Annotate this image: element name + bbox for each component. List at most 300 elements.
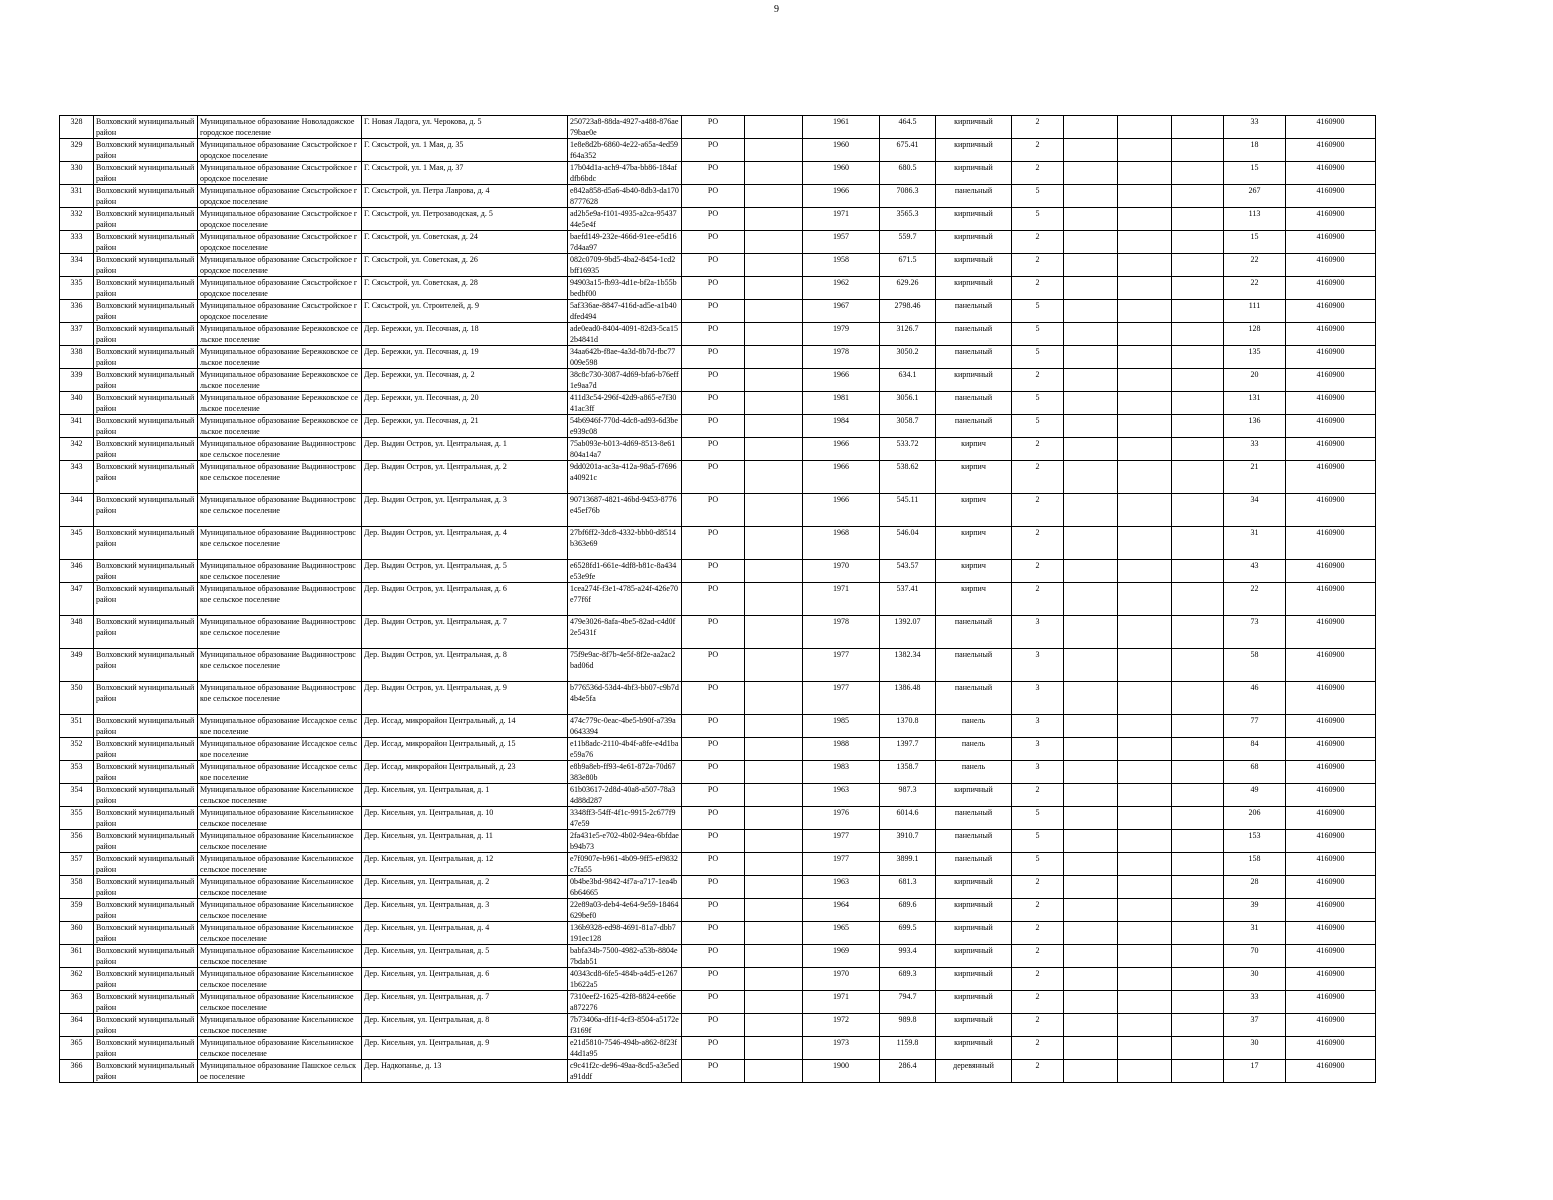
table-row — [60, 346, 1376, 369]
address-cell: Дер. Выдин Остров, ул. Центральная, д. 6 — [362, 583, 568, 616]
floors-cell: 2 — [1012, 461, 1064, 494]
units-cell: 30 — [1224, 1037, 1286, 1060]
table-row — [60, 185, 1376, 208]
housing-register-table — [59, 115, 1376, 1083]
ro-cell: РО — [682, 682, 745, 715]
floors-cell: 3 — [1012, 761, 1064, 784]
cost-cell: 4160900 — [1286, 185, 1376, 208]
municipality-cell: Муниципальное образование Кисельнинское сельское поселение — [198, 1037, 362, 1060]
material-cell: панельный — [936, 415, 1012, 438]
table-row — [60, 300, 1376, 323]
address-cell: Г. Сясьстрой, ул. 1 Мая, д. 37 — [362, 162, 568, 185]
guid-cell: 27bf6ff2-3dc8-4332-bbb0-d8514b363e69 — [568, 527, 682, 560]
year-cell: 1966 — [803, 369, 880, 392]
floors-cell: 2 — [1012, 991, 1064, 1014]
empty-cell — [1118, 415, 1172, 438]
year-cell: 1900 — [803, 1060, 880, 1083]
empty-cell — [1064, 968, 1118, 991]
empty-cell — [1172, 1014, 1224, 1037]
floors-cell: 5 — [1012, 323, 1064, 346]
area-cell: 987.3 — [880, 784, 936, 807]
empty-cell — [1118, 162, 1172, 185]
ro-cell: РО — [682, 583, 745, 616]
area-cell: 671.5 — [880, 254, 936, 277]
address-cell: Дер. Кисельня, ул. Центральная, д. 7 — [362, 991, 568, 1014]
address-cell: Дер. Бережки, ул. Песочная, д. 18 — [362, 323, 568, 346]
ro-cell: РО — [682, 494, 745, 527]
empty-cell — [1172, 438, 1224, 461]
units-cell: 46 — [1224, 682, 1286, 715]
units-cell: 131 — [1224, 392, 1286, 415]
empty-cell — [745, 945, 803, 968]
material-cell: панель — [936, 738, 1012, 761]
material-cell: панельный — [936, 323, 1012, 346]
empty-cell — [1118, 583, 1172, 616]
units-cell: 31 — [1224, 527, 1286, 560]
empty-cell — [1118, 1037, 1172, 1060]
municipality-cell: Муниципальное образование Новоладожское городское поселение — [198, 116, 362, 139]
floors-cell: 5 — [1012, 208, 1064, 231]
units-cell: 267 — [1224, 185, 1286, 208]
units-cell: 15 — [1224, 231, 1286, 254]
year-cell: 1966 — [803, 438, 880, 461]
address-cell: Дер. Кисельня, ул. Центральная, д. 8 — [362, 1014, 568, 1037]
cost-cell: 4160900 — [1286, 162, 1376, 185]
units-cell: 68 — [1224, 761, 1286, 784]
ro-cell: РО — [682, 208, 745, 231]
district-cell: Волховский муниципальный район — [94, 162, 198, 185]
material-cell: панельный — [936, 830, 1012, 853]
empty-cell — [745, 738, 803, 761]
address-cell: Дер. Выдин Остров, ул. Центральная, д. 5 — [362, 560, 568, 583]
material-cell: панельный — [936, 346, 1012, 369]
material-cell: деревянный — [936, 1060, 1012, 1083]
floors-cell: 5 — [1012, 415, 1064, 438]
ro-cell: РО — [682, 323, 745, 346]
guid-cell: ade0ead0-8404-4091-82d3-5ca152b4841d — [568, 323, 682, 346]
address-cell: Дер. Кисельня, ул. Центральная, д. 12 — [362, 853, 568, 876]
ro-cell: РО — [682, 616, 745, 649]
empty-cell — [1064, 185, 1118, 208]
ro-cell: РО — [682, 784, 745, 807]
ro-cell: РО — [682, 527, 745, 560]
table-row — [60, 461, 1376, 494]
material-cell: панельный — [936, 300, 1012, 323]
district-cell: Волховский муниципальный район — [94, 208, 198, 231]
municipality-cell: Муниципальное образование Бережковское сельское поселение — [198, 369, 362, 392]
table-row — [60, 583, 1376, 616]
address-cell: Г. Сясьстрой, ул. Петра Лаврова, д. 4 — [362, 185, 568, 208]
guid-cell: 75ab093e-b013-4d69-8513-8e61804a14a7 — [568, 438, 682, 461]
address-cell: Дер. Выдин Остров, ул. Центральная, д. 3 — [362, 494, 568, 527]
area-cell: 1392.07 — [880, 616, 936, 649]
empty-cell — [745, 968, 803, 991]
empty-cell — [1172, 899, 1224, 922]
material-cell: панельный — [936, 392, 1012, 415]
empty-cell — [1118, 715, 1172, 738]
area-cell: 3126.7 — [880, 323, 936, 346]
ro-cell: РО — [682, 162, 745, 185]
material-cell: кирпичный — [936, 208, 1012, 231]
district-cell: Волховский муниципальный район — [94, 185, 198, 208]
empty-cell — [1118, 277, 1172, 300]
material-cell: кирпичный — [936, 899, 1012, 922]
table-row — [60, 1060, 1376, 1083]
cost-cell: 4160900 — [1286, 300, 1376, 323]
row-number: 338 — [60, 346, 94, 369]
year-cell: 1970 — [803, 560, 880, 583]
empty-cell — [745, 369, 803, 392]
row-number: 346 — [60, 560, 94, 583]
material-cell: панельный — [936, 616, 1012, 649]
area-cell: 1370.8 — [880, 715, 936, 738]
guid-cell: e11b8adc-2110-4b4f-a8fe-e4d1bae59a76 — [568, 738, 682, 761]
material-cell: кирпичный — [936, 116, 1012, 139]
municipality-cell: Муниципальное образование Бережковское сельское поселение — [198, 392, 362, 415]
empty-cell — [1172, 761, 1224, 784]
units-cell: 31 — [1224, 922, 1286, 945]
empty-cell — [1064, 346, 1118, 369]
empty-cell — [1118, 738, 1172, 761]
area-cell: 559.7 — [880, 231, 936, 254]
cost-cell: 4160900 — [1286, 682, 1376, 715]
units-cell: 77 — [1224, 715, 1286, 738]
units-cell: 43 — [1224, 560, 1286, 583]
empty-cell — [1172, 415, 1224, 438]
units-cell: 21 — [1224, 461, 1286, 494]
address-cell: Г. Сясьстрой, ул. Советская, д. 24 — [362, 231, 568, 254]
table-row — [60, 162, 1376, 185]
cost-cell: 4160900 — [1286, 116, 1376, 139]
district-cell: Волховский муниципальный район — [94, 715, 198, 738]
units-cell: 58 — [1224, 649, 1286, 682]
table-row — [60, 807, 1376, 830]
municipality-cell: Муниципальное образование Сясьстройское городское поселение — [198, 300, 362, 323]
municipality-cell: Муниципальное образование Кисельнинское сельское поселение — [198, 1014, 362, 1037]
floors-cell: 5 — [1012, 830, 1064, 853]
floors-cell: 2 — [1012, 968, 1064, 991]
table-row — [60, 682, 1376, 715]
row-number: 335 — [60, 277, 94, 300]
empty-cell — [1172, 616, 1224, 649]
empty-cell — [1172, 991, 1224, 1014]
guid-cell: 9dd0201a-ac3a-412a-98a5-f7696a40921c — [568, 461, 682, 494]
floors-cell: 2 — [1012, 369, 1064, 392]
district-cell: Волховский муниципальный район — [94, 738, 198, 761]
municipality-cell: Муниципальное образование Иссадское сельское поселение — [198, 715, 362, 738]
empty-cell — [1172, 1060, 1224, 1083]
row-number: 333 — [60, 231, 94, 254]
address-cell: Дер. Кисельня, ул. Центральная, д. 6 — [362, 968, 568, 991]
empty-cell — [745, 784, 803, 807]
municipality-cell: Муниципальное образование Кисельнинское сельское поселение — [198, 807, 362, 830]
district-cell: Волховский муниципальный район — [94, 616, 198, 649]
empty-cell — [1118, 208, 1172, 231]
units-cell: 70 — [1224, 945, 1286, 968]
floors-cell: 3 — [1012, 649, 1064, 682]
area-cell: 699.5 — [880, 922, 936, 945]
cost-cell: 4160900 — [1286, 139, 1376, 162]
empty-cell — [1118, 461, 1172, 494]
units-cell: 206 — [1224, 807, 1286, 830]
ro-cell: РО — [682, 649, 745, 682]
year-cell: 1960 — [803, 162, 880, 185]
ro-cell: РО — [682, 922, 745, 945]
district-cell: Волховский муниципальный район — [94, 277, 198, 300]
ro-cell: РО — [682, 277, 745, 300]
area-cell: 629.26 — [880, 277, 936, 300]
address-cell: Г. Сясьстрой, ул. Петрозаводская, д. 5 — [362, 208, 568, 231]
year-cell: 1971 — [803, 208, 880, 231]
units-cell: 20 — [1224, 369, 1286, 392]
ro-cell: РО — [682, 116, 745, 139]
empty-cell — [745, 527, 803, 560]
empty-cell — [745, 1037, 803, 1060]
guid-cell: c9c41f2c-de96-49aa-8cd5-a3e5eda91ddf — [568, 1060, 682, 1083]
guid-cell: 75f9e9ac-8f7b-4e5f-8f2e-aa2ac2bad06d — [568, 649, 682, 682]
address-cell: Г. Сясьстрой, ул. 1 Мая, д. 35 — [362, 139, 568, 162]
address-cell: Дер. Иссад, микрорайон Центральный, д. 15 — [362, 738, 568, 761]
cost-cell: 4160900 — [1286, 415, 1376, 438]
ro-cell: РО — [682, 991, 745, 1014]
material-cell: кирпичный — [936, 945, 1012, 968]
empty-cell — [1064, 616, 1118, 649]
empty-cell — [745, 116, 803, 139]
municipality-cell: Муниципальное образование Кисельнинское сельское поселение — [198, 922, 362, 945]
floors-cell: 2 — [1012, 1060, 1064, 1083]
row-number: 331 — [60, 185, 94, 208]
municipality-cell: Муниципальное образование Выдинностровское сельское поселение — [198, 583, 362, 616]
row-number: 349 — [60, 649, 94, 682]
material-cell: кирпич — [936, 527, 1012, 560]
year-cell: 1958 — [803, 254, 880, 277]
district-cell: Волховский муниципальный район — [94, 922, 198, 945]
empty-cell — [1172, 649, 1224, 682]
empty-cell — [745, 438, 803, 461]
year-cell: 1963 — [803, 784, 880, 807]
guid-cell: e6528fd1-661e-4df8-b81c-8a434e53e9fe — [568, 560, 682, 583]
empty-cell — [745, 162, 803, 185]
year-cell: 1966 — [803, 185, 880, 208]
empty-cell — [745, 1014, 803, 1037]
table-row — [60, 392, 1376, 415]
empty-cell — [1064, 494, 1118, 527]
units-cell: 33 — [1224, 991, 1286, 1014]
empty-cell — [1172, 876, 1224, 899]
floors-cell: 2 — [1012, 583, 1064, 616]
empty-cell — [1064, 162, 1118, 185]
material-cell: кирпичный — [936, 922, 1012, 945]
area-cell: 794.7 — [880, 991, 936, 1014]
floors-cell: 2 — [1012, 922, 1064, 945]
guid-cell: 1cea274f-f3e1-4785-a24f-426e70e77f6f — [568, 583, 682, 616]
material-cell: панельный — [936, 682, 1012, 715]
year-cell: 1957 — [803, 231, 880, 254]
year-cell: 1966 — [803, 494, 880, 527]
empty-cell — [1118, 807, 1172, 830]
material-cell: кирпичный — [936, 162, 1012, 185]
empty-cell — [745, 461, 803, 494]
year-cell: 1968 — [803, 527, 880, 560]
area-cell: 989.8 — [880, 1014, 936, 1037]
row-number: 334 — [60, 254, 94, 277]
area-cell: 546.04 — [880, 527, 936, 560]
municipality-cell: Муниципальное образование Выдинностровское сельское поселение — [198, 682, 362, 715]
guid-cell: 411d3c54-296f-42d9-a865-e7f3041ac3ff — [568, 392, 682, 415]
empty-cell — [745, 185, 803, 208]
guid-cell: 0b4be3bd-9842-4f7a-a717-1ea4b6b64665 — [568, 876, 682, 899]
cost-cell: 4160900 — [1286, 853, 1376, 876]
address-cell: Дер. Кисельня, ул. Центральная, д. 10 — [362, 807, 568, 830]
empty-cell — [1118, 649, 1172, 682]
municipality-cell: Муниципальное образование Иссадское сельское поселение — [198, 761, 362, 784]
empty-cell — [1064, 784, 1118, 807]
cost-cell: 4160900 — [1286, 649, 1376, 682]
guid-cell: e7f0907e-b961-4b09-9ff5-ef9832c7fa55 — [568, 853, 682, 876]
municipality-cell: Муниципальное образование Сясьстройское городское поселение — [198, 231, 362, 254]
ro-cell: РО — [682, 1060, 745, 1083]
empty-cell — [1172, 715, 1224, 738]
units-cell: 30 — [1224, 968, 1286, 991]
units-cell: 153 — [1224, 830, 1286, 853]
district-cell: Волховский муниципальный район — [94, 1014, 198, 1037]
year-cell: 1966 — [803, 461, 880, 494]
ro-cell: РО — [682, 415, 745, 438]
municipality-cell: Муниципальное образование Кисельнинское сельское поселение — [198, 991, 362, 1014]
empty-cell — [1118, 116, 1172, 139]
row-number: 329 — [60, 139, 94, 162]
row-number: 336 — [60, 300, 94, 323]
empty-cell — [745, 807, 803, 830]
ro-cell: РО — [682, 876, 745, 899]
area-cell: 1386.48 — [880, 682, 936, 715]
floors-cell: 2 — [1012, 899, 1064, 922]
cost-cell: 4160900 — [1286, 392, 1376, 415]
units-cell: 28 — [1224, 876, 1286, 899]
district-cell: Волховский муниципальный район — [94, 560, 198, 583]
ro-cell: РО — [682, 461, 745, 494]
guid-cell: 61b03617-2d8d-40a8-a507-78a34d88d287 — [568, 784, 682, 807]
area-cell: 1358.7 — [880, 761, 936, 784]
guid-cell: 38c8c730-3087-4d69-bfa6-b76eff1e9aa7d — [568, 369, 682, 392]
cost-cell: 4160900 — [1286, 616, 1376, 649]
units-cell: 34 — [1224, 494, 1286, 527]
table-row — [60, 715, 1376, 738]
address-cell: Дер. Кисельня, ул. Центральная, д. 2 — [362, 876, 568, 899]
address-cell: Дер. Кисельня, ул. Центральная, д. 11 — [362, 830, 568, 853]
area-cell: 1159.8 — [880, 1037, 936, 1060]
district-cell: Волховский муниципальный район — [94, 784, 198, 807]
area-cell: 993.4 — [880, 945, 936, 968]
table-row — [60, 899, 1376, 922]
table-row — [60, 323, 1376, 346]
empty-cell — [745, 415, 803, 438]
row-number: 350 — [60, 682, 94, 715]
empty-cell — [1172, 494, 1224, 527]
empty-cell — [745, 560, 803, 583]
row-number: 353 — [60, 761, 94, 784]
year-cell: 1988 — [803, 738, 880, 761]
district-cell: Волховский муниципальный район — [94, 415, 198, 438]
address-cell: Дер. Бережки, ул. Песочная, д. 19 — [362, 346, 568, 369]
guid-cell: 94903a15-fb93-4d1e-bf2a-1b55bbedbf00 — [568, 277, 682, 300]
table-row — [60, 616, 1376, 649]
floors-cell: 2 — [1012, 784, 1064, 807]
year-cell: 1978 — [803, 616, 880, 649]
floors-cell: 5 — [1012, 392, 1064, 415]
table-row — [60, 853, 1376, 876]
empty-cell — [1064, 438, 1118, 461]
municipality-cell: Муниципальное образование Кисельнинское сельское поселение — [198, 899, 362, 922]
guid-cell: 7b73406a-df1f-4cf3-8504-a5172ef3169f — [568, 1014, 682, 1037]
empty-cell — [745, 761, 803, 784]
area-cell: 3050.2 — [880, 346, 936, 369]
units-cell: 18 — [1224, 139, 1286, 162]
empty-cell — [1172, 945, 1224, 968]
area-cell: 6014.6 — [880, 807, 936, 830]
year-cell: 1963 — [803, 876, 880, 899]
municipality-cell: Муниципальное образование Кисельнинское сельское поселение — [198, 968, 362, 991]
material-cell: кирпичный — [936, 968, 1012, 991]
address-cell: Г. Сясьстрой, ул. Советская, д. 28 — [362, 277, 568, 300]
district-cell: Волховский муниципальный район — [94, 830, 198, 853]
empty-cell — [1118, 438, 1172, 461]
empty-cell — [745, 254, 803, 277]
empty-cell — [1064, 560, 1118, 583]
district-cell: Волховский муниципальный район — [94, 899, 198, 922]
area-cell: 1382.34 — [880, 649, 936, 682]
empty-cell — [745, 300, 803, 323]
table-row — [60, 415, 1376, 438]
area-cell: 545.11 — [880, 494, 936, 527]
area-cell: 1397.7 — [880, 738, 936, 761]
year-cell: 1971 — [803, 991, 880, 1014]
area-cell: 675.41 — [880, 139, 936, 162]
area-cell: 3910.7 — [880, 830, 936, 853]
cost-cell: 4160900 — [1286, 945, 1376, 968]
units-cell: 113 — [1224, 208, 1286, 231]
floors-cell: 5 — [1012, 185, 1064, 208]
empty-cell — [1064, 1014, 1118, 1037]
floors-cell: 5 — [1012, 807, 1064, 830]
empty-cell — [745, 346, 803, 369]
municipality-cell: Муниципальное образование Бережковское сельское поселение — [198, 346, 362, 369]
empty-cell — [745, 682, 803, 715]
material-cell: кирпич — [936, 494, 1012, 527]
area-cell: 689.6 — [880, 899, 936, 922]
material-cell: панельный — [936, 185, 1012, 208]
ro-cell: РО — [682, 945, 745, 968]
table-row — [60, 922, 1376, 945]
cost-cell: 4160900 — [1286, 1014, 1376, 1037]
units-cell: 73 — [1224, 616, 1286, 649]
address-cell: Дер. Выдин Остров, ул. Центральная, д. 1 — [362, 438, 568, 461]
district-cell: Волховский муниципальный район — [94, 392, 198, 415]
guid-cell: 2fa431e5-e702-4b02-94ea-6bfdaeb94b73 — [568, 830, 682, 853]
ro-cell: РО — [682, 968, 745, 991]
empty-cell — [1064, 392, 1118, 415]
table-row — [60, 649, 1376, 682]
floors-cell: 3 — [1012, 682, 1064, 715]
empty-cell — [745, 715, 803, 738]
empty-cell — [1118, 968, 1172, 991]
address-cell: Дер. Выдин Остров, ул. Центральная, д. 9 — [362, 682, 568, 715]
floors-cell: 2 — [1012, 527, 1064, 560]
year-cell: 1965 — [803, 922, 880, 945]
empty-cell — [745, 494, 803, 527]
address-cell: Дер. Надкопанье, д. 13 — [362, 1060, 568, 1083]
area-cell: 689.3 — [880, 968, 936, 991]
